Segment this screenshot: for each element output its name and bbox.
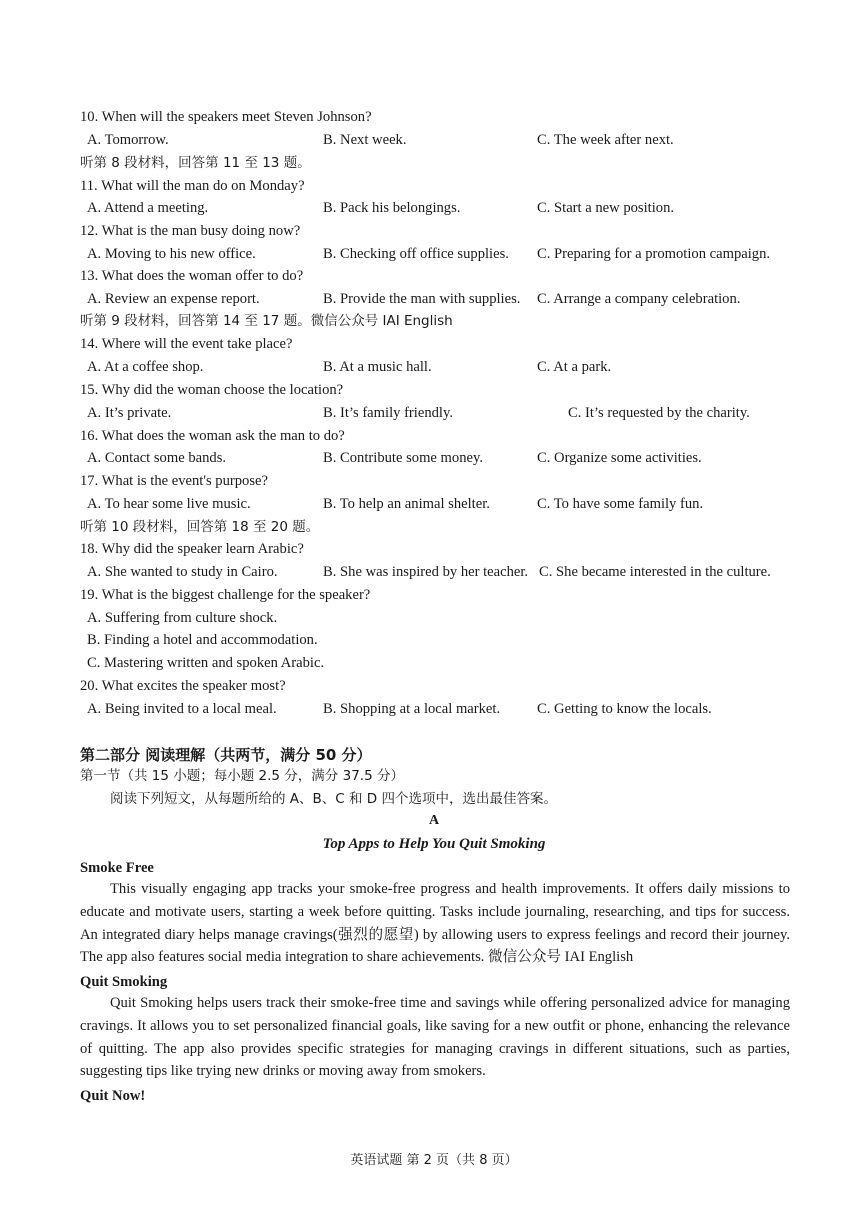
question-10-option-c: C. The week after next. [537,132,674,148]
question-13-stem: 13. What does the woman offer to do? [80,268,304,284]
app-heading-quit-smoking: Quit Smoking [80,974,168,990]
app-heading-quit-now: Quit Now! [80,1088,146,1104]
question-14-option-b: B. At a music hall. [323,359,432,375]
question-17-stem: 17. What is the event's purpose? [80,473,268,489]
question-13-option-b: B. Provide the man with supplies. [323,291,521,307]
question-18-option-a: A. She wanted to study in Cairo. [87,564,278,580]
question-13-option-c: C. Arrange a company celebration. [537,291,741,307]
question-15-option-b: B. It’s family friendly. [323,405,453,421]
question-10-option-a: A. Tomorrow. [87,132,169,148]
question-10-option-b: B. Next week. [323,132,407,148]
question-12-option-b: B. Checking off office supplies. [323,246,509,262]
question-15-stem: 15. Why did the woman choose the location? [80,382,344,398]
question-12-stem: 12. What is the man busy doing now? [80,223,301,239]
question-18-option-b: B. She was inspired by her teacher. [323,564,529,580]
question-11-option-a: A. Attend a meeting. [87,200,209,216]
passage-label: A [428,813,440,828]
part2-title: 第二部分 阅读理解（共两节，满分 50 分） [80,746,372,764]
question-20-option-a: A. Being invited to a local meal. [87,701,277,717]
question-19-stem: 19. What is the biggest challenge for the speaker? [80,587,371,603]
question-11-option-b: B. Pack his belongings. [323,200,461,216]
question-10-stem: 10. When will the speakers meet Steven Johnson? [80,109,372,125]
app-heading-smoke-free: Smoke Free [80,860,154,876]
question-11-option-c: C. Start a new position. [537,200,675,216]
instruction-material-10: 听第 10 段材料，回答第 18 至 20 题。 [80,519,320,535]
app-text-smoke-free: This visually engaging app tracks your smoke-free progress and health improvements. It offers daily missions to educate and motivate users, starting a week before quitting. Tasks include journaling, researching, and tips for success. An integrated diary helps manage cravings(强烈的愿望) by allowing users to express feelings and record their journey. The app also features social media integration to share achievements. 微信公众号 IAI English [80,881,790,966]
question-20-option-b: B. Shopping at a local market. [323,701,501,717]
question-16-option-c: C. Organize some activities. [537,450,702,466]
question-19-option-a: A. Suffering from culture shock. [87,610,278,626]
question-16-stem: 16. What does the woman ask the man to do? [80,428,345,444]
question-12-option-c: C. Preparing for a promotion campaign. [537,246,771,262]
question-19-option-c: C. Mastering written and spoken Arabic. [87,655,325,671]
passage-title: Top Apps to Help You Quit Smoking [322,836,546,852]
question-20-option-c: C. Getting to know the locals. [537,701,712,717]
question-20-stem: 20. What excites the speaker most? [80,678,286,694]
directions: 阅读下列短文，从每题所给的 A、B、C 和 D 四个选项中，选出最佳答案。 [110,791,557,807]
question-15-option-a: A. It’s private. [87,405,172,421]
question-18-stem: 18. Why did the speaker learn Arabic? [80,541,304,557]
question-11-stem: 11. What will the man do on Monday? [80,178,305,194]
section1-heading: 第一节（共 15 小题；每小题 2.5 分，满分 37.5 分） [80,768,404,784]
question-13-option-a: A. Review an expense report. [87,291,260,307]
question-14-option-c: C. At a park. [537,359,612,375]
page-footer: 英语试题 第 2 页（共 8 页） [350,1153,518,1168]
question-12-option-a: A. Moving to his new office. [87,246,256,262]
question-15-option-c: C. It’s requested by the charity. [568,405,750,421]
instruction-material-8: 听第 8 段材料，回答第 11 至 13 题。 [80,155,311,171]
question-17-option-c: C. To have some family fun. [537,496,704,512]
question-17-option-a: A. To hear some live music. [87,496,251,512]
question-19-option-b: B. Finding a hotel and accommodation. [87,632,318,648]
question-16-option-b: B. Contribute some money. [323,450,483,466]
instruction-material-9: 听第 9 段材料，回答第 14 至 17 题。微信公众号 IAI English [80,313,453,329]
question-16-option-a: A. Contact some bands. [87,450,227,466]
question-14-stem: 14. Where will the event take place? [80,336,293,352]
question-17-option-b: B. To help an animal shelter. [323,496,490,512]
app-text-quit-smoking: Quit Smoking helps users track their smoke-free time and savings while offering personalized advice for managing cravings. It allows you to set personalized financial goals, like saving for a new outfit or phone, enhancing the relevance of quitting. The app also provides specific strategies for managing cravings in different situations, such as parties, suggesting tips like trying new drinks or moving away from smokers. [80,995,790,1080]
question-14-option-a: A. At a coffee shop. [87,359,204,375]
question-18-option-c: C. She became interested in the culture. [539,564,771,580]
